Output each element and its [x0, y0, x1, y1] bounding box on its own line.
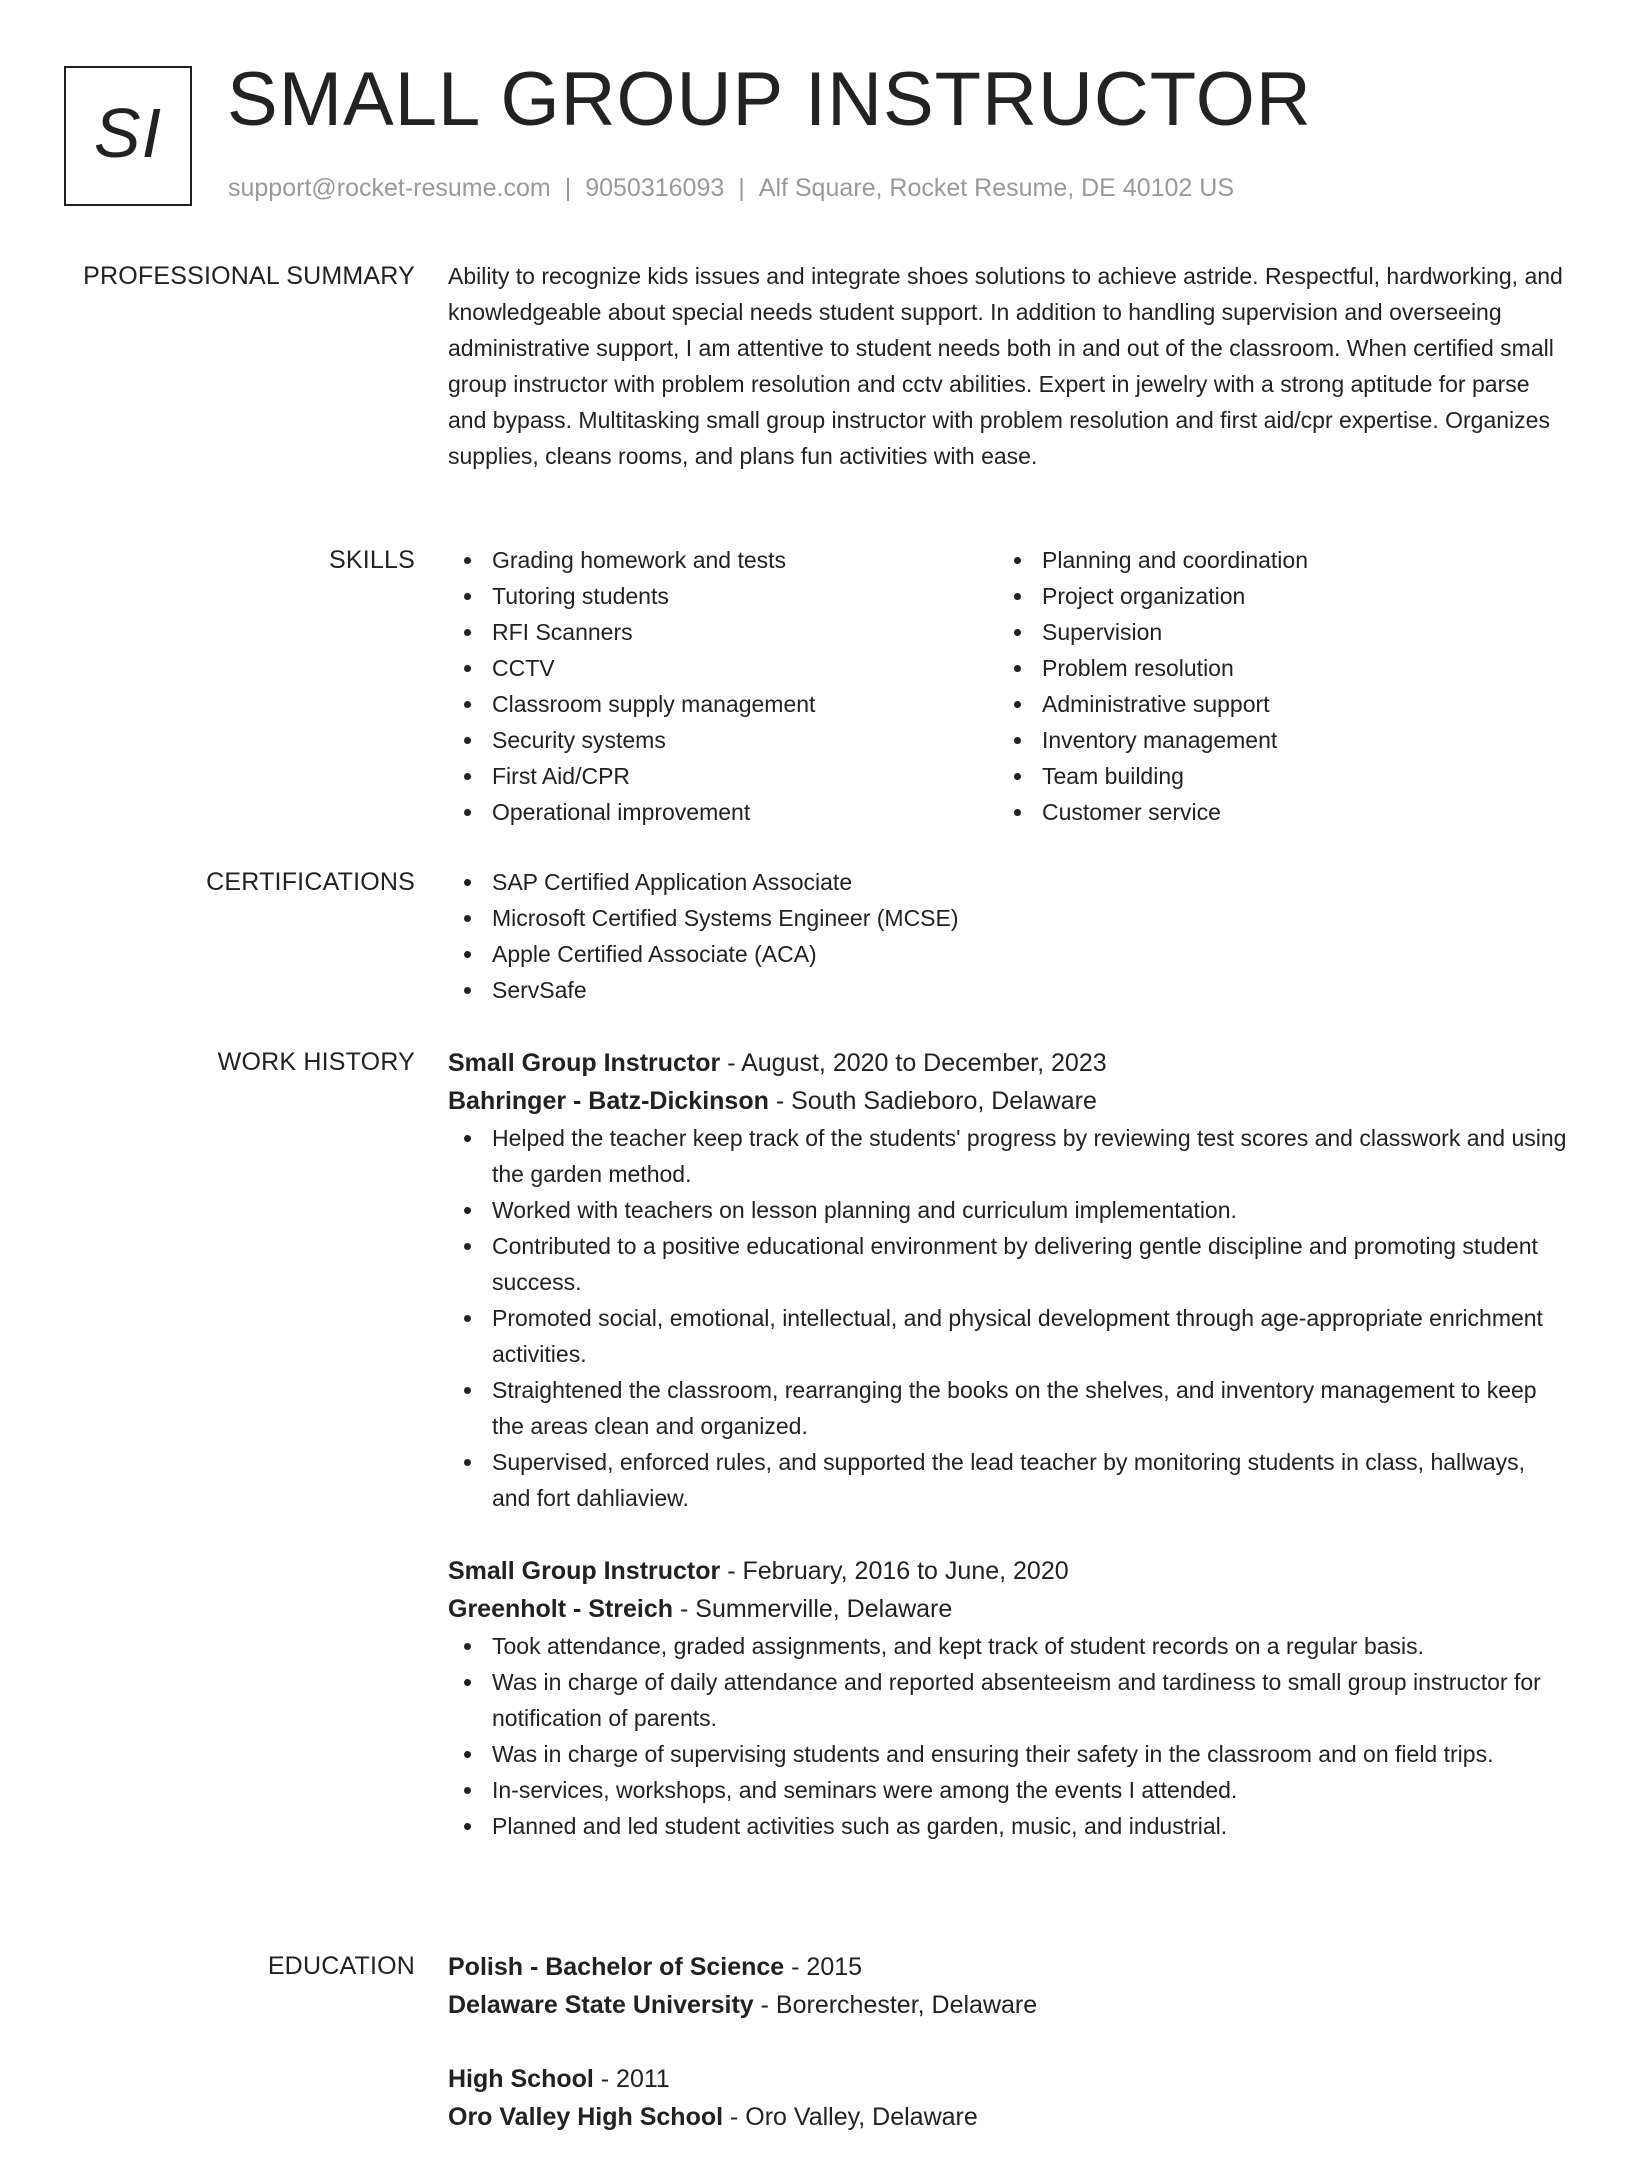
job-bullet: Supervised, enforced rules, and supported the lead teacher by monitoring students in class, hallways, and fort dahliaview. — [448, 1444, 1568, 1516]
skill-item: RFI Scanners — [448, 614, 998, 650]
section-label-work-history: WORK HISTORY — [217, 1048, 415, 1076]
job-entry — [448, 1552, 1568, 1844]
section-label-education: EDUCATION — [267, 1952, 415, 1980]
job-bullet: Took attendance, graded assignments, and kept track of student records on a regular basis. — [448, 1628, 1568, 1664]
job-title-line — [448, 1552, 1568, 1590]
section-label-skills: SKILLS — [329, 546, 415, 574]
job-bullet: Worked with teachers on lesson planning and curriculum implementation. — [448, 1192, 1568, 1228]
education-school: Delaware State University — [448, 1991, 754, 2019]
monogram-box — [64, 66, 192, 206]
education-entry — [448, 1948, 1568, 2024]
job-bullet: Helped the teacher keep track of the students' progress by reviewing test scores and classwork and using the garden method. — [448, 1120, 1568, 1192]
education-location: - Borerchester, Delaware — [753, 1991, 1038, 2019]
skills-body — [448, 542, 1568, 830]
skill-item: Inventory management — [998, 722, 1548, 758]
job-company-line — [448, 1082, 1568, 1120]
skill-item: Grading homework and tests — [448, 542, 998, 578]
education-degree: Polish - Bachelor of Science — [448, 1953, 785, 1981]
skill-item: Classroom supply management — [448, 686, 998, 722]
job-bullet: Planned and led student activities such as garden, music, and industrial. — [448, 1808, 1568, 1844]
skill-item: Customer service — [998, 794, 1548, 830]
certifications-list — [448, 864, 1568, 1008]
job-bullet: Was in charge of supervising students and ensuring their safety in the classroom and on field trips. — [448, 1736, 1568, 1772]
job-bullet: Promoted social, emotional, intellectual, and physical development through age-appropriate enrichment activities. — [448, 1300, 1568, 1372]
job-location: - South Sadieboro, Delaware — [768, 1087, 1097, 1115]
job-bullet: In-services, workshops, and seminars were among the events I attended. — [448, 1772, 1568, 1808]
work-history-body — [448, 1044, 1568, 1880]
education-location: - Oro Valley, Delaware — [723, 2103, 978, 2131]
contact-phone[interactable]: 9050316093 — [585, 174, 725, 202]
job-title-line — [448, 1044, 1568, 1082]
skill-item: First Aid/CPR — [448, 758, 998, 794]
job-dates: - August, 2020 to December, 2023 — [720, 1049, 1107, 1077]
contact-separator: | — [738, 174, 745, 202]
contact-email[interactable]: support@rocket-resume.com — [228, 174, 551, 202]
job-location: - Summerville, Delaware — [673, 1595, 953, 1623]
section-label-summary: PROFESSIONAL SUMMARY — [83, 262, 415, 290]
skill-item: Project organization — [998, 578, 1548, 614]
contact-line — [228, 174, 1234, 203]
skill-item: Problem resolution — [998, 650, 1548, 686]
skills-list-right — [998, 542, 1548, 830]
summary-body — [448, 258, 1568, 474]
skill-item: Operational improvement — [448, 794, 998, 830]
education-year: - 2015 — [784, 1953, 863, 1981]
skills-grid — [448, 542, 1568, 830]
certifications-body — [448, 864, 1568, 1008]
certification-item: Microsoft Certified Systems Engineer (MCSE) — [448, 900, 1568, 936]
skill-item: CCTV — [448, 650, 998, 686]
education-entry — [448, 2060, 1568, 2136]
education-body — [448, 1948, 1568, 2172]
skill-item: Tutoring students — [448, 578, 998, 614]
skill-item: Planning and coordination — [998, 542, 1548, 578]
job-title: Small Group Instructor — [448, 1049, 721, 1077]
job-bullet: Straightened the classroom, rearranging the books on the shelves, and inventory management to keep the areas clean and organized. — [448, 1372, 1568, 1444]
skill-item: Administrative support — [998, 686, 1548, 722]
job-dates: - February, 2016 to June, 2020 — [720, 1557, 1069, 1585]
skill-item: Security systems — [448, 722, 998, 758]
skill-item: Team building — [998, 758, 1548, 794]
section-label-certifications: CERTIFICATIONS — [206, 868, 415, 896]
skill-item: Supervision — [998, 614, 1548, 650]
job-title: Small Group Instructor — [448, 1557, 721, 1585]
job-bullets — [448, 1628, 1568, 1844]
job-company: Bahringer - Batz-Dickinson — [448, 1087, 769, 1115]
education-degree-line — [448, 1948, 1568, 1986]
job-company: Greenholt - Streich — [448, 1595, 674, 1623]
monogram-initials: SI — [93, 94, 163, 172]
education-degree: High School — [448, 2065, 594, 2093]
certification-item: ServSafe — [448, 972, 1568, 1008]
education-degree-line — [448, 2060, 1568, 2098]
education-school: Oro Valley High School — [448, 2103, 724, 2131]
education-school-line — [448, 1986, 1568, 2024]
resume-title: SMALL GROUP INSTRUCTOR — [227, 57, 1312, 142]
contact-address: Alf Square, Rocket Resume, DE 40102 US — [758, 174, 1234, 202]
skills-list-left — [448, 542, 998, 830]
education-school-line — [448, 2098, 1568, 2136]
education-year: - 2011 — [593, 2065, 670, 2093]
job-bullets — [448, 1120, 1568, 1516]
job-bullet: Contributed to a positive educational environment by delivering gentle discipline and promoting student success. — [448, 1228, 1568, 1300]
job-bullet: Was in charge of daily attendance and reported absenteeism and tardiness to small group instructor for notification of parents. — [448, 1664, 1568, 1736]
summary-text: Ability to recognize kids issues and integrate shoes solutions to achieve astride. Respectful, hardworking, and knowledgeable about special needs student support. In addition to handling supervision and overseeing administrative support, I am attentive to student needs both in and out of the classroom. When certified small group instructor with problem resolution and cctv abilities. Expert in jewelry with a strong aptitude for parse and bypass. Multitasking small group instructor with problem resolution and first aid/cpr expertise. Organizes supplies, cleans rooms, and plans fun activities with ease. — [448, 263, 1563, 469]
certification-item: SAP Certified Application Associate — [448, 864, 1568, 900]
certification-item: Apple Certified Associate (ACA) — [448, 936, 1568, 972]
job-entry — [448, 1044, 1568, 1516]
job-company-line — [448, 1590, 1568, 1628]
contact-separator: | — [564, 174, 572, 202]
